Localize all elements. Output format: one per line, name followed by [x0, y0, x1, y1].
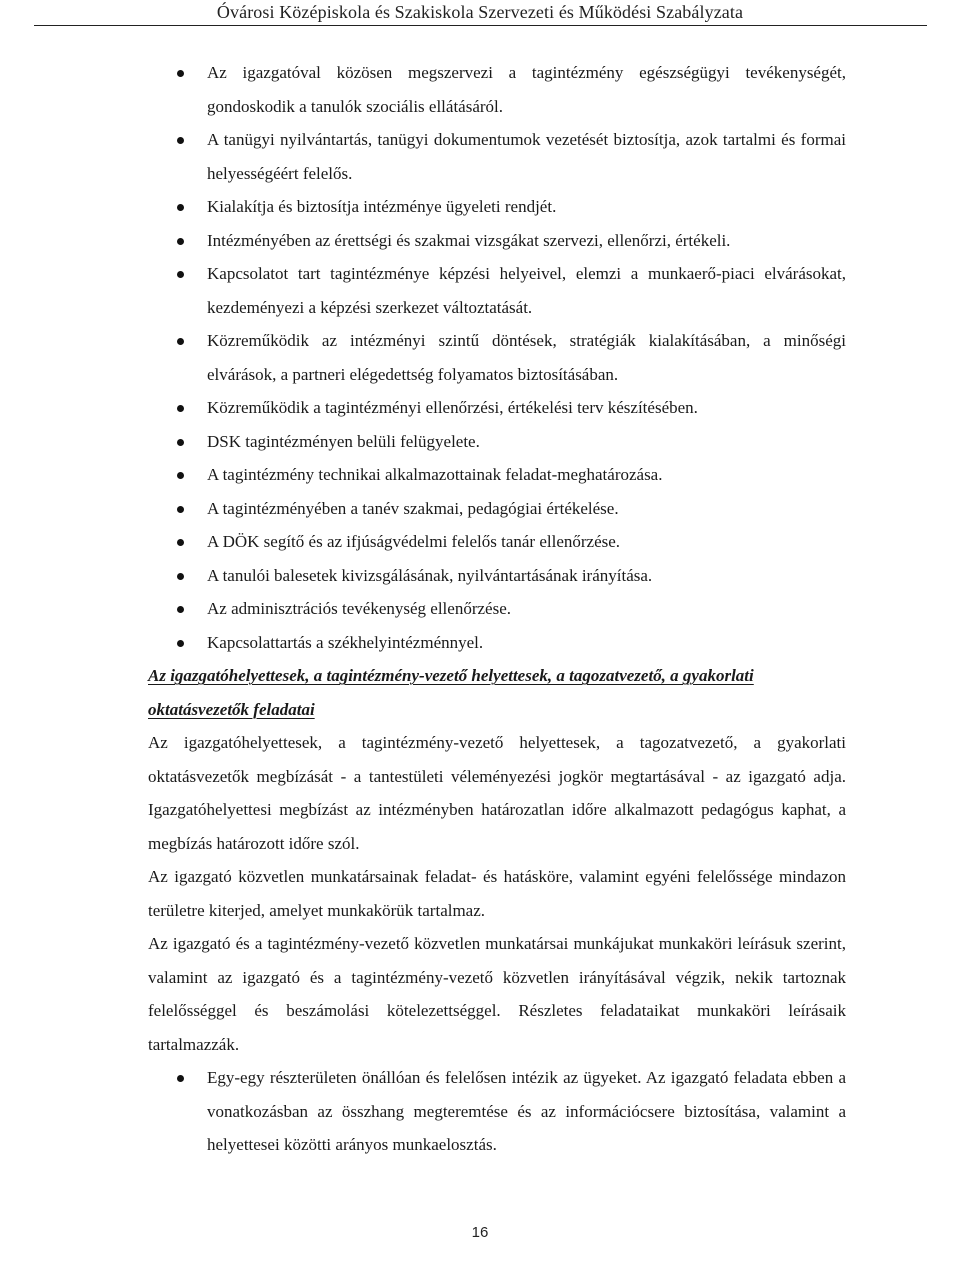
list-item — [148, 391, 846, 425]
page-header — [0, 0, 960, 30]
bullet-icon — [177, 640, 184, 647]
bullet-icon — [177, 137, 184, 144]
list-item — [148, 492, 846, 526]
bullet-icon — [177, 1075, 184, 1082]
paragraph: Az igazgató és a tagintézmény-vezető közvetlen munkatársai munkájukat munkaköri leírásuk szerint, valamint az igazgató és a tagintézmény-vezető közvetlen irányításával végzik, nekik tartoznak felelősséggel és beszámolási kötelezettséggel. Részletes feladataikat munkaköri leírásaik tartalmazzák. — [148, 934, 846, 1054]
list-item-text: A DÖK segítő és az ifjúságvédelmi felelős tanár ellenőrzése. — [207, 532, 621, 551]
list-item-text: Kialakítja és biztosítja intézménye ügyeleti rendjét. — [207, 197, 557, 216]
list-item — [148, 626, 846, 660]
list-item-text: Kapcsolattartás a székhelyintézménnyel. — [207, 632, 484, 652]
list-item — [148, 559, 846, 593]
list-item-text: Az igazgatóval közösen megszervezi a tagintézmény egészségügyi tevékenységét, gondoskodik a tanulók szociális ellátásáról. — [207, 63, 846, 116]
list-item-text: Az adminisztrációs tevékenység ellenőrzése. — [207, 599, 511, 618]
list-item — [148, 592, 846, 626]
list-item-text: A tanulói balesetek kivizsgálásának, nyilvántartásának irányítása. — [207, 565, 653, 585]
responsibilities-list — [148, 56, 846, 659]
bullet-icon — [177, 472, 184, 479]
list-item-text: Kapcsolatot tart tagintézménye képzési helyeivel, elemzi a munkaerő-piaci elvárásokat, kezdeményezi a képzési szerkezet változtatását. — [207, 264, 846, 317]
bullet-icon — [177, 204, 184, 211]
document-body — [148, 56, 846, 1162]
list-item — [148, 224, 846, 258]
list-item-text: A tanügyi nyilvántartás, tanügyi dokumentumok vezetését biztosítja, azok tartalmi és formai helyességéért felelős. — [207, 130, 846, 183]
list-item — [148, 257, 846, 324]
list-item-text: Közreműködik a tagintézményi ellenőrzési, értékelési terv készítésében. — [207, 398, 698, 417]
list-item-text: Közreműködik az intézményi szintű döntések, stratégiák kialakításában, a minőségi elvárások, a partneri elégedettség folyamatos biztosításában. — [207, 331, 846, 384]
bullet-icon — [177, 271, 184, 278]
list-item — [148, 324, 846, 391]
header-title: Óvárosi Középiskola és Szakiskola Szervezeti és Működési Szabályzata — [216, 2, 744, 22]
paragraph: Az igazgatóhelyettesek, a tagintézmény-vezető helyettesek, a tagozatvezető, a gyakorlati oktatásvezetők megbízását - a tantestületi véleményezési jogkör megtartásával - az igazgató adja. Igazgatóhelyettesi megbízást az intézményben határozatlan időre alkalmazott pedagógus kaphat, a megbízás határozott időre szól. — [148, 733, 846, 853]
bullet-icon — [177, 70, 184, 77]
list-item — [148, 56, 846, 123]
duties-list — [148, 1061, 846, 1162]
bullet-icon — [177, 439, 184, 446]
bullet-icon — [177, 238, 184, 245]
bullet-icon — [177, 606, 184, 613]
list-item — [148, 1061, 846, 1162]
page-number: 16 — [471, 1224, 489, 1241]
bullet-icon — [177, 539, 184, 546]
list-item-text: DSK tagintézményen belüli felügyelete. — [207, 431, 480, 451]
list-item — [148, 458, 846, 492]
list-item — [148, 425, 846, 459]
section-heading: Az igazgatóhelyettesek, a tagintézmény-vezető helyettesek, a tagozatvezető, a gyakorlati oktatásvezetők feladatai — [148, 666, 754, 719]
list-item — [148, 123, 846, 190]
paragraph: Az igazgató közvetlen munkatársainak feladat- és hatásköre, valamint egyéni felelőssége mindazon területre kiterjed, amelyet munkakörük tartalmaz. — [148, 867, 846, 920]
list-item — [148, 525, 846, 559]
bullet-icon — [177, 573, 184, 580]
bullet-icon — [177, 338, 184, 345]
list-item-text: A tagintézményében a tanév szakmai, pedagógiai értékelése. — [207, 498, 619, 518]
list-item-text: Intézményében az érettségi és szakmai vizsgákat szervezi, ellenőrzi, értékeli. — [207, 230, 731, 250]
list-item-text: A tagintézmény technikai alkalmazottainak feladat-meghatározása. — [207, 465, 663, 484]
list-item-text: Egy-egy részterületen önállóan és felelősen intézik az ügyeket. Az igazgató feladata ebben a vonatkozásban az összhang megteremtése és az információcsere biztosítása, valamint a helyettesei közötti arányos munkaelosztás. — [207, 1068, 846, 1154]
bullet-icon — [177, 506, 184, 513]
list-item — [148, 190, 846, 224]
bullet-icon — [177, 405, 184, 412]
header-divider — [34, 25, 927, 26]
